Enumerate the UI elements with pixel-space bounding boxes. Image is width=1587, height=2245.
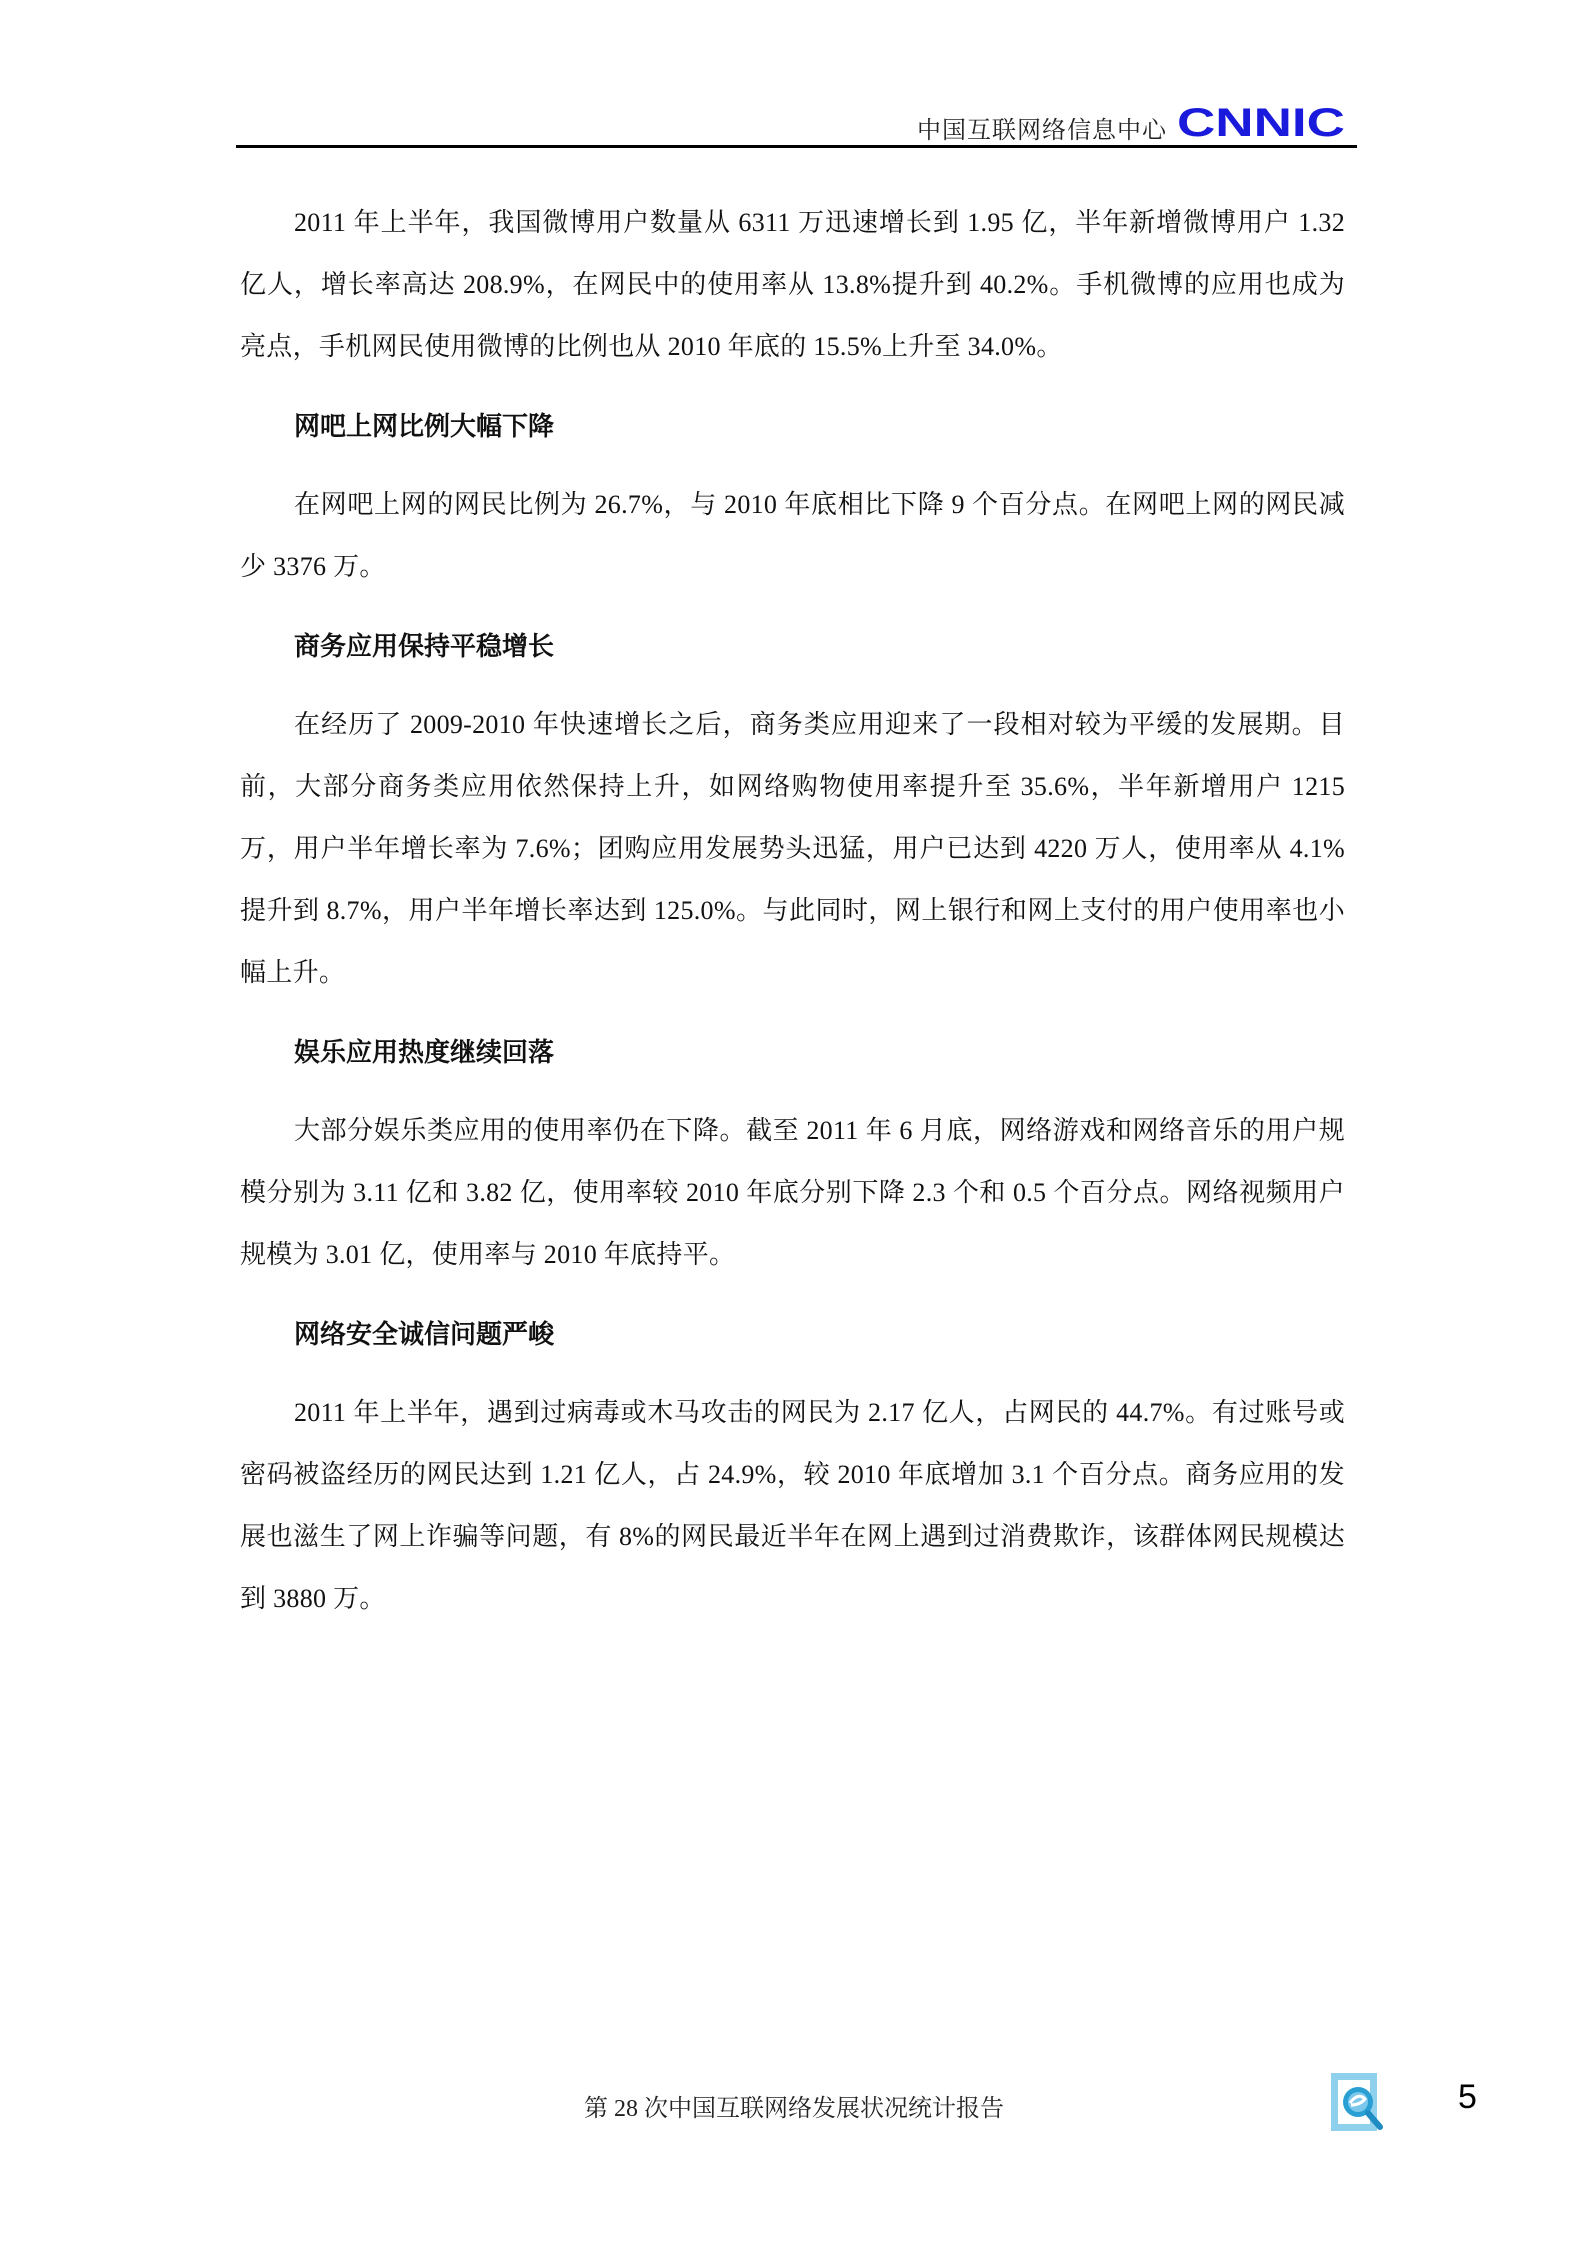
section-heading-commerce: 商务应用保持平稳增长 [294,632,555,662]
report-title: 第 28 次中国互联网络发展状况统计报告 [584,2096,1004,2122]
section-heading-internet-cafe: 网吧上网比例大幅下降 [294,412,555,442]
document-body [240,192,1345,1648]
paragraph-security: 2011 年上半年，遇到过病毒或木马攻击的网民为 2.17 亿人，占网民的 44.7%。有过账号或密码被盗经历的网民达到 1.21 亿人，占 24.9%，较 2010 年底增加 3.1 个百分点。商务应用的发展也滋生了网上诈骗等问题，有 8%的网民最近半年在网上遇到过消费欺诈，该群体网民规模达到 3880 万。 [240,1398,1345,1613]
page-header [236,100,1357,148]
paragraph-internet-cafe: 在网吧上网的网民比例为 26.7%，与 2010 年底相比下降 9 个百分点。在网吧上网的网民减少 3376 万。 [240,490,1345,581]
section-heading-entertainment: 娱乐应用热度继续回落 [294,1038,555,1068]
paragraph-entertainment: 大部分娱乐类应用的使用率仍在下降。截至 2011 年 6 月底，网络游戏和网络音乐的用户规模分别为 3.11 亿和 3.82 亿，使用率较 2010 年底分别下降 2.3 个和 0.5 个百分点。网络视频用户规模为 3.01 亿，使用率与 2010 年底持平。 [240,1116,1345,1269]
paragraph-weibo: 2011 年上半年，我国微博用户数量从 6311 万迅速增长到 1.95 亿，半年新增微博用户 1.32 亿人，增长率高达 208.9%，在网民中的使用率从 13.8%提升到 40.2%。手机微博的应用也成为亮点，手机网民使用微博的比例也从 2010 年底的 15.5%上升至 34.0%。 [240,208,1345,361]
cnnic-logo-icon [1177,104,1345,140]
svg-text:CNNIC: CNNIC [1177,104,1345,140]
page-number: 5 [1458,2078,1477,2116]
paragraph-commerce: 在经历了 2009-2010 年快速增长之后，商务类应用迎来了一段相对较为平缓的发展期。目前，大部分商务类应用依然保持上升，如网络购物使用率提升至 35.6%，半年新增用户 1215 万，用户半年增长率为 7.6%；团购应用发展势头迅猛，用户已达到 4220 万人，使用率从 4.1%提升到 8.7%，用户半年增长率达到 125.0%。与此同时，网上银行和网上支付的用户使用率也小幅上升。 [240,710,1345,987]
org-name: 中国互联网络信息中心 [917,118,1167,144]
section-heading-security: 网络安全诚信问题严峻 [294,1320,555,1350]
page-footer [0,2070,1587,2160]
header-rule [236,145,1357,148]
magnifier-e-icon [1330,2072,1392,2134]
